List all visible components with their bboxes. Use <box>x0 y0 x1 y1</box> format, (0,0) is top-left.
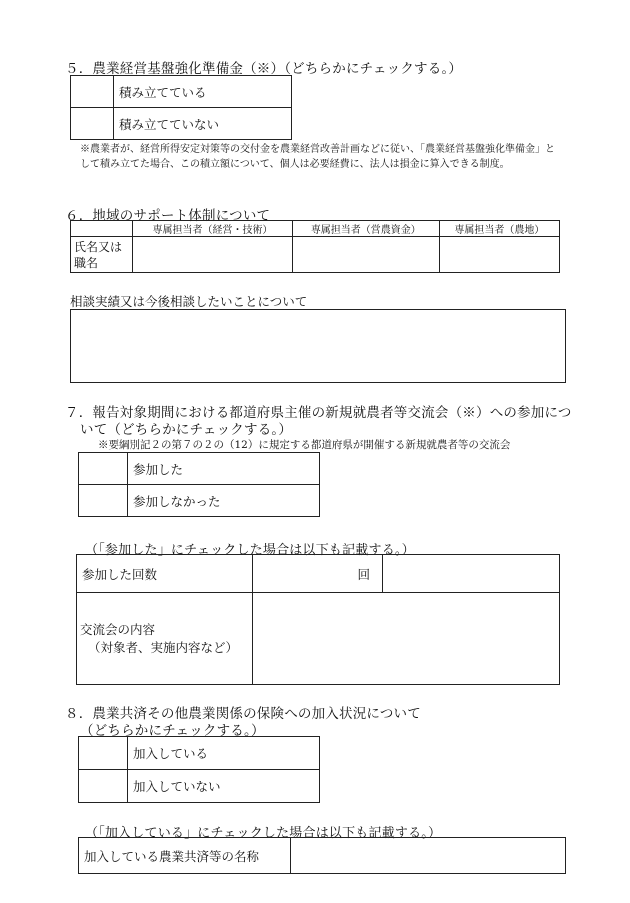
option-label-not-enrolled: 加入していない <box>128 770 320 803</box>
option-label-accumulating: 積み立てている <box>114 76 292 108</box>
checkbox-cell-accumulating[interactable] <box>71 76 114 108</box>
input-cell-management[interactable] <box>133 237 293 273</box>
meeting-content-label: 交流会の内容 <box>80 621 156 637</box>
exchange-meeting-table <box>76 554 560 685</box>
section-5-checkbox-table <box>70 75 292 140</box>
count-unit: 回 <box>357 566 370 582</box>
consultation-label: 相談実績又は今後相談したいことについて <box>70 294 308 309</box>
section-7-note: ※要綱別記２の第７の２の（12）に規定する都道府県が開催する新規就農者等の交流会 <box>98 439 511 451</box>
column-header-management: 専属担当者（経営・技術） <box>133 221 293 237</box>
section-7-checkbox-table <box>78 452 320 517</box>
checkbox-cell-not-attended[interactable] <box>79 485 128 517</box>
insurance-name-table <box>78 837 566 874</box>
meeting-content-sublabel: （対象者、実施内容など） <box>88 639 239 655</box>
checkbox-cell-not-enrolled[interactable] <box>79 770 128 803</box>
section-5-heading: ５．農業経営基盤強化準備金（※）（どちらかにチェックする。） <box>65 61 463 77</box>
section-8-heading-sub: （どちらかにチェックする。） <box>80 723 265 739</box>
option-label-not-accumulating: 積み立てていない <box>114 108 292 140</box>
section-8-sub-heading: （「加入している」にチェックした場合は以下も記載する。） <box>85 826 442 841</box>
consultation-textbox[interactable] <box>70 309 566 383</box>
attendance-count-label: 参加した回数 <box>77 555 253 593</box>
section-7-heading-line1: ７．報告対象期間における都道府県主催の新規就農者等交流会（※）への参加につ <box>65 405 572 421</box>
input-cell-farmland[interactable] <box>439 237 559 273</box>
attendance-count-input[interactable] <box>253 555 383 593</box>
option-label-enrolled: 加入している <box>128 737 320 770</box>
support-staff-table <box>70 220 560 273</box>
meeting-content-label-cell <box>77 593 253 685</box>
option-label-not-attended: 参加しなかった <box>128 485 320 517</box>
section-8-heading: ８．農業共済その他農業関係の保険への加入状況について <box>65 706 421 722</box>
section-7-heading-line2: いて（どちらかにチェックする。） <box>80 422 293 438</box>
section-7-sub-heading: （「参加した」にチェックした場合は以下も記載する。） <box>85 543 415 558</box>
insurance-name-input[interactable] <box>291 838 566 874</box>
section-8-checkbox-table <box>78 736 320 803</box>
input-cell-finance[interactable] <box>292 237 439 273</box>
attendance-count-blank <box>383 555 560 593</box>
checkbox-cell-attended[interactable] <box>79 453 128 485</box>
option-label-attended: 参加した <box>128 453 320 485</box>
section-6-heading: ６．地域のサポート体制について <box>65 208 271 224</box>
column-header-farmland: 専属担当者（農地） <box>439 221 559 237</box>
row-label-name-or-title: 氏名又は職名 <box>71 237 133 273</box>
support-table-corner <box>71 221 133 237</box>
checkbox-cell-not-accumulating[interactable] <box>71 108 114 140</box>
checkbox-cell-enrolled[interactable] <box>79 737 128 770</box>
meeting-content-input[interactable] <box>253 593 560 685</box>
column-header-finance: 専属担当者（営農資金） <box>292 221 439 237</box>
section-5-note: ※農業者が、経営所得安定対策等の交付金を農業経営改善計画などに従い、「農業経営基盤強化準備金」として積み立てた場合、この積立額について、個人は必要経費に、法人は損金に算入できる制度。 <box>80 144 555 170</box>
insurance-name-label: 加入している農業共済等の名称 <box>79 838 291 874</box>
